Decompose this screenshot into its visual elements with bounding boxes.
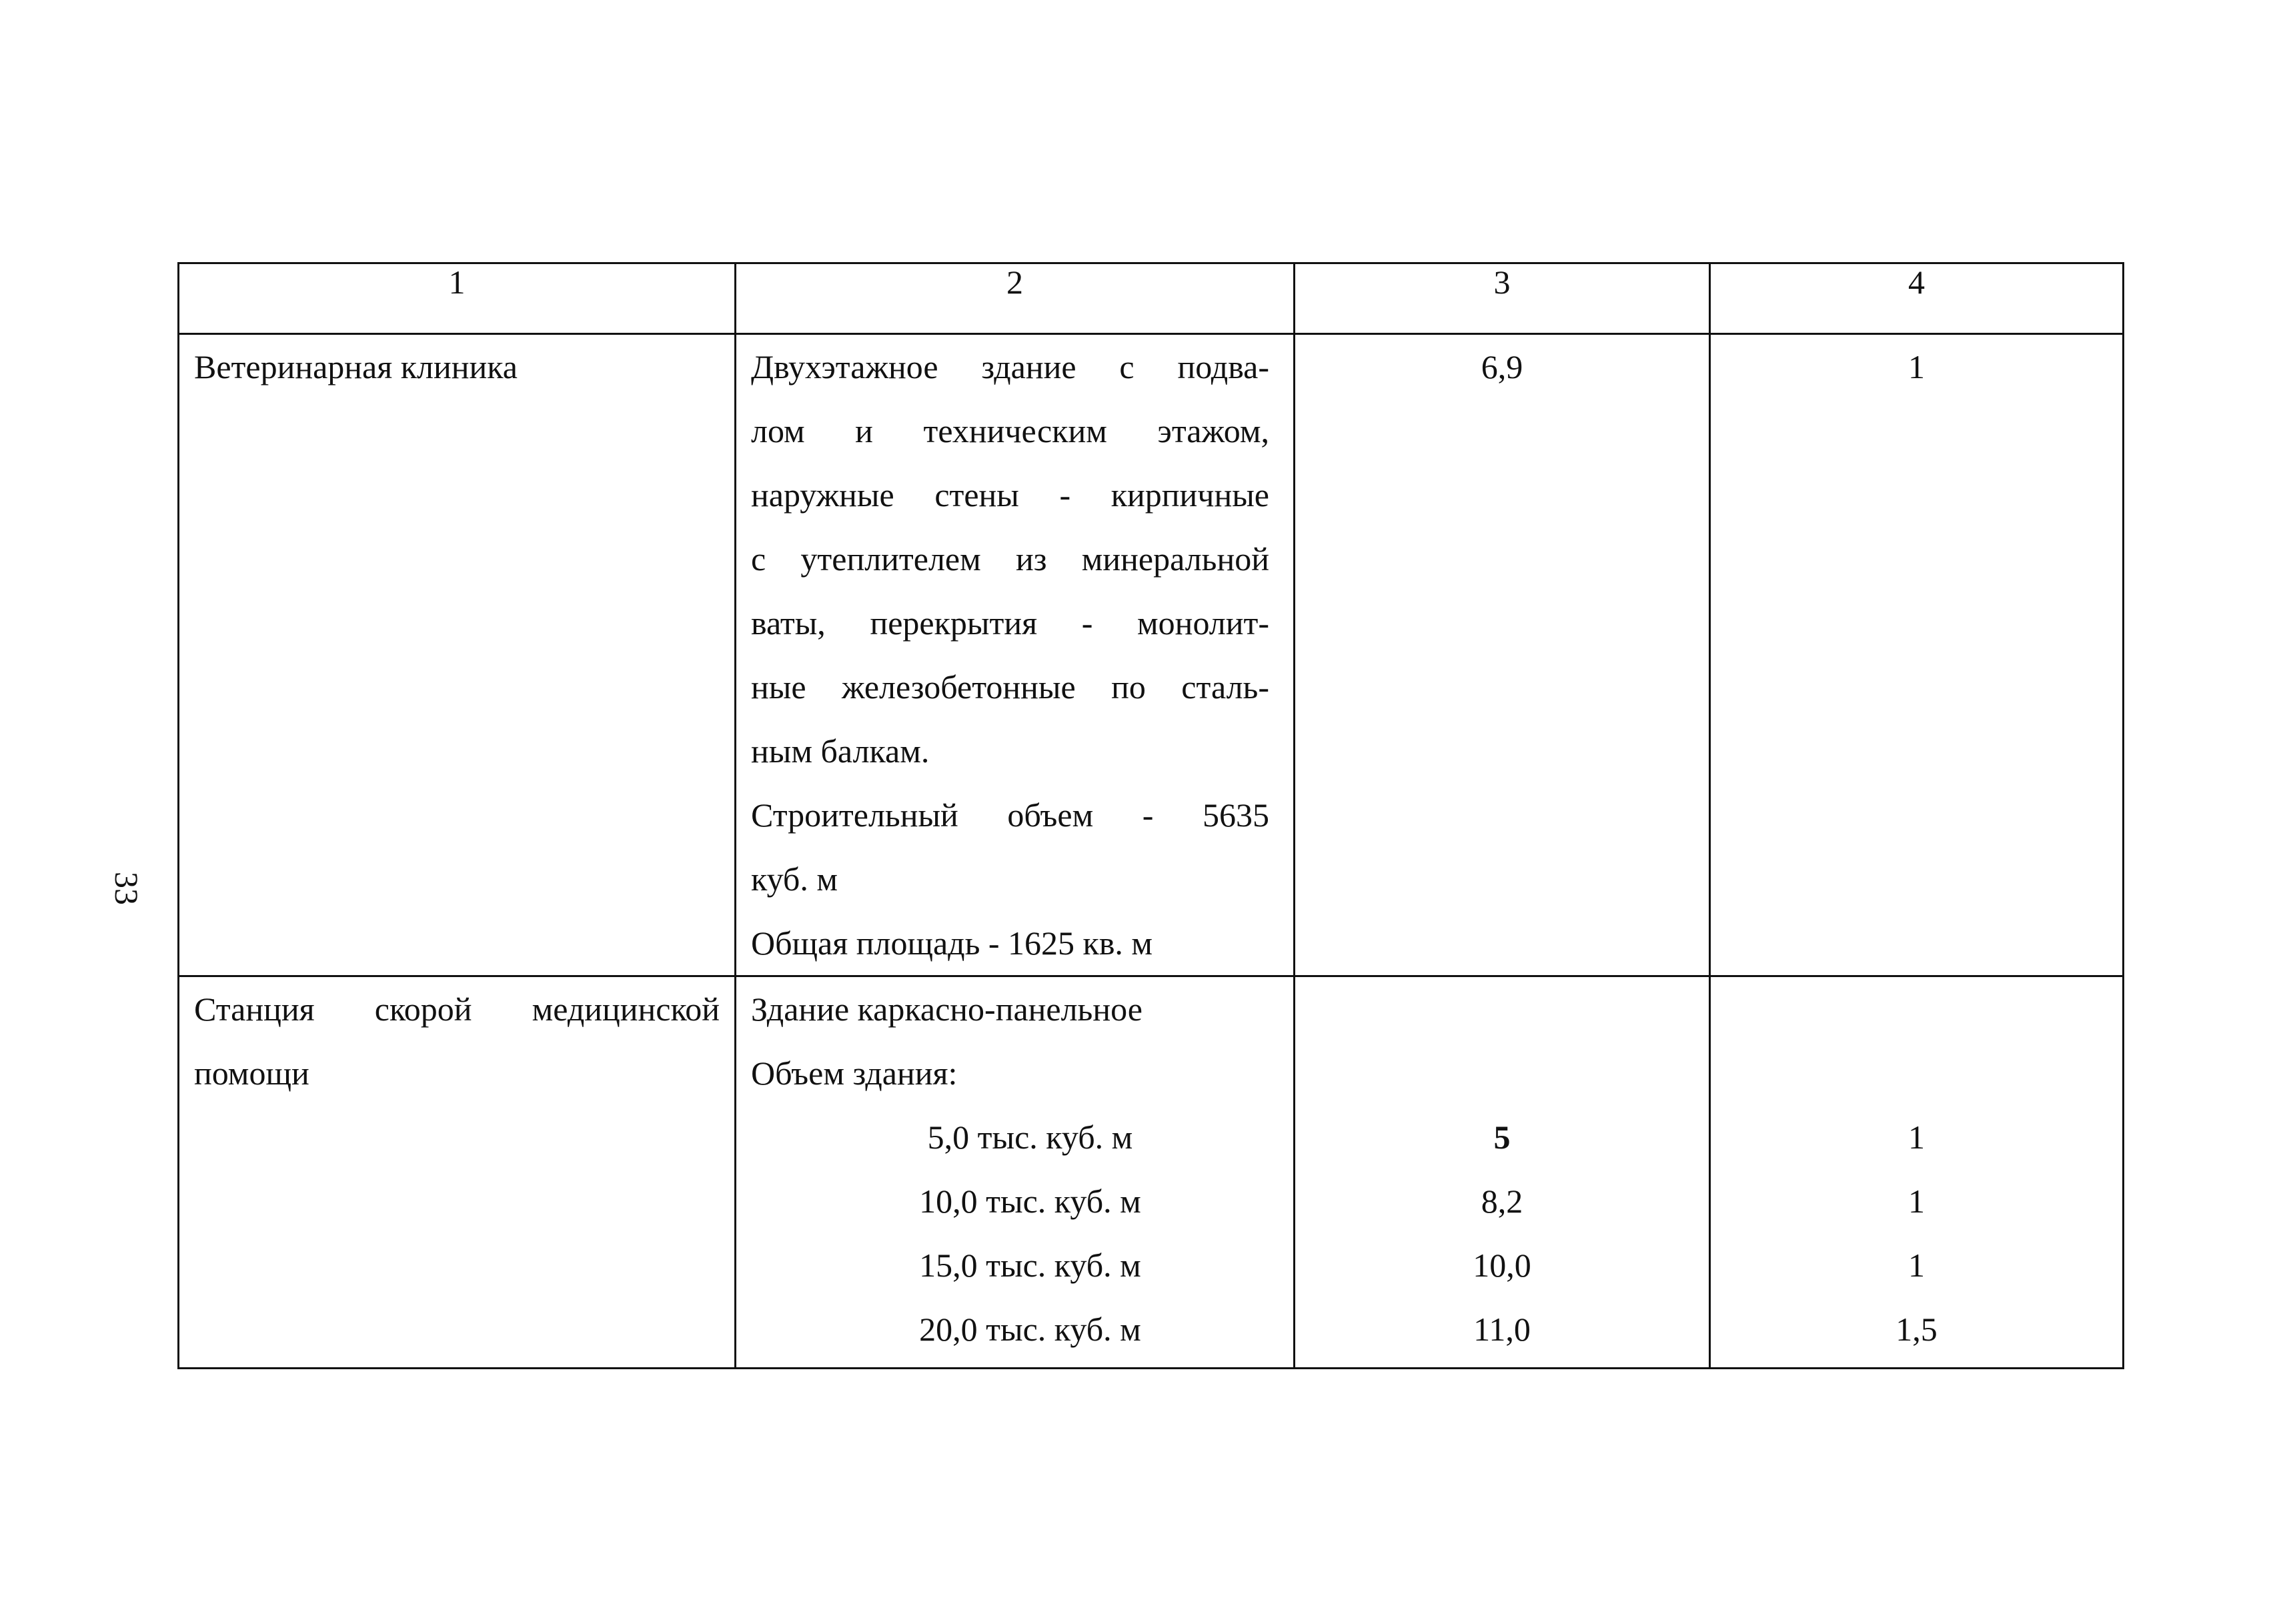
facility-name-line: Станция скорой медицинской: [194, 990, 720, 1028]
col4-values-cell: [1710, 976, 2124, 1369]
volume-option: 10,0 тыс. куб. м: [919, 1182, 1141, 1220]
table-row: [179, 976, 2124, 1369]
facility-name-cell: [179, 976, 736, 1369]
col4-value: 1: [1908, 348, 1925, 385]
description-line: Общая площадь - 1625 кв. м: [751, 924, 1153, 962]
description-line: Объем здания:: [751, 1054, 958, 1092]
description-cell: [736, 334, 1295, 976]
facility-name: Ветеринарная клиника: [194, 348, 518, 385]
header-col-1: 1: [179, 263, 736, 334]
header-col-3: 3: [1295, 263, 1710, 334]
description-line: ным балкам.: [751, 732, 930, 770]
volume-option: 20,0 тыс. куб. м: [919, 1311, 1141, 1348]
col4-value: 1: [1908, 1118, 1925, 1156]
col3-value: 11,0: [1473, 1311, 1531, 1348]
table-row: [179, 334, 2124, 976]
col3-values-cell: [1295, 976, 1710, 1369]
volume-option: 15,0 тыс. куб. м: [919, 1247, 1141, 1284]
description-line: с утеплителем из минеральной: [751, 540, 1269, 578]
volume-option: 5,0 тыс. куб. м: [927, 1118, 1133, 1156]
description-line: Строительный объем - 5635: [751, 796, 1269, 834]
col3-value: 8,2: [1481, 1182, 1523, 1220]
col4-value: 1: [1908, 1247, 1925, 1284]
description-line: Здание каркасно-панельное: [751, 990, 1143, 1028]
col4-value: 1: [1908, 1182, 1925, 1220]
facility-name-line: помощи: [194, 1054, 309, 1092]
description-cell: [736, 976, 1295, 1369]
description-line: Двухэтажное здание с подва-: [751, 348, 1269, 385]
facility-name-cell: [179, 334, 736, 976]
description-line: наружные стены - кирпичные: [751, 476, 1269, 514]
data-table: [177, 262, 2124, 1369]
description-line: лом и техническим этажом,: [751, 412, 1269, 450]
col3-value: 10,0: [1473, 1247, 1531, 1284]
page-number: 33: [108, 872, 145, 905]
col4-value: 1,5: [1896, 1311, 1938, 1348]
col3-value: 6,9: [1481, 348, 1523, 385]
col4-value-cell: [1710, 334, 2124, 976]
header-col-4: 4: [1710, 263, 2124, 334]
header-col-2: 2: [736, 263, 1295, 334]
description-line: ваты, перекрытия - монолит-: [751, 604, 1269, 642]
description-line: куб. м: [751, 860, 838, 898]
col3-value-cell: [1295, 334, 1710, 976]
description-line: ные железобетонные по сталь-: [751, 668, 1269, 706]
table-header-row: [179, 263, 2124, 334]
col3-value: 5: [1493, 1118, 1511, 1156]
